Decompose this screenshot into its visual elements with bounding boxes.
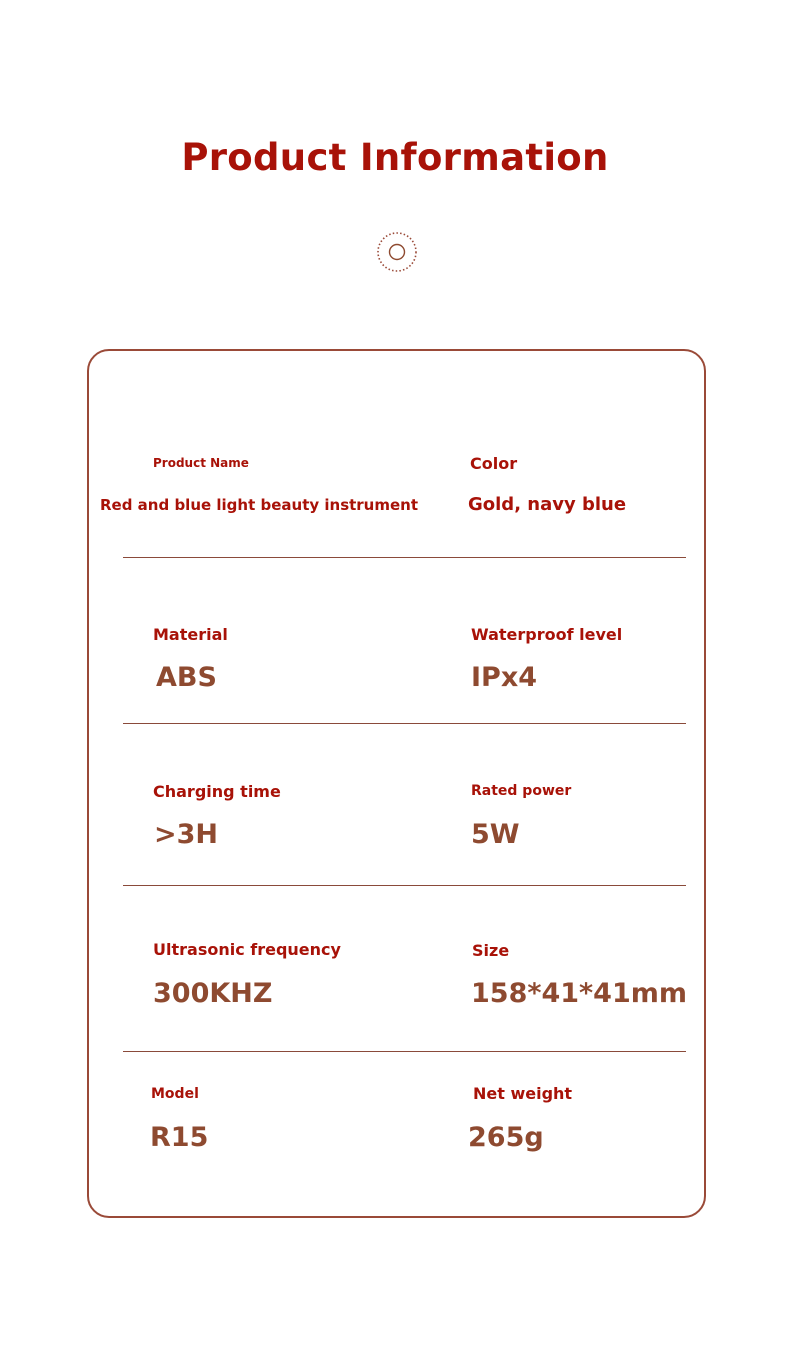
color-label: Color [470, 454, 518, 473]
dotted-circle-icon [376, 231, 418, 273]
ultrasonic-frequency-value: 300KHZ [153, 978, 273, 1009]
charging-time-value: >3H [154, 819, 219, 850]
model-label: Model [151, 1086, 199, 1102]
net-weight-label: Net weight [473, 1084, 573, 1103]
charging-time-label: Charging time [153, 782, 281, 801]
material-label: Material [153, 625, 228, 644]
row-divider [123, 557, 686, 558]
ultrasonic-frequency-label: Ultrasonic frequency [153, 940, 341, 959]
model-value: R15 [150, 1122, 209, 1153]
material-value: ABS [156, 662, 217, 693]
page-title: Product Information [181, 136, 609, 179]
row-divider [123, 885, 686, 886]
rated-power-value: 5W [471, 819, 520, 850]
net-weight-value: 265g [468, 1122, 544, 1153]
color-value: Gold, navy blue [468, 494, 627, 515]
waterproof-value: IPx4 [471, 662, 538, 693]
rated-power-label: Rated power [471, 783, 572, 799]
product-name-value: Red and blue light beauty instrument [100, 496, 419, 514]
product-name-label: Product Name [153, 456, 249, 470]
row-divider [123, 723, 686, 724]
waterproof-label: Waterproof level [471, 625, 623, 644]
row-divider [123, 1051, 686, 1052]
size-label: Size [472, 941, 510, 960]
size-value: 158*41*41mm [471, 978, 688, 1009]
